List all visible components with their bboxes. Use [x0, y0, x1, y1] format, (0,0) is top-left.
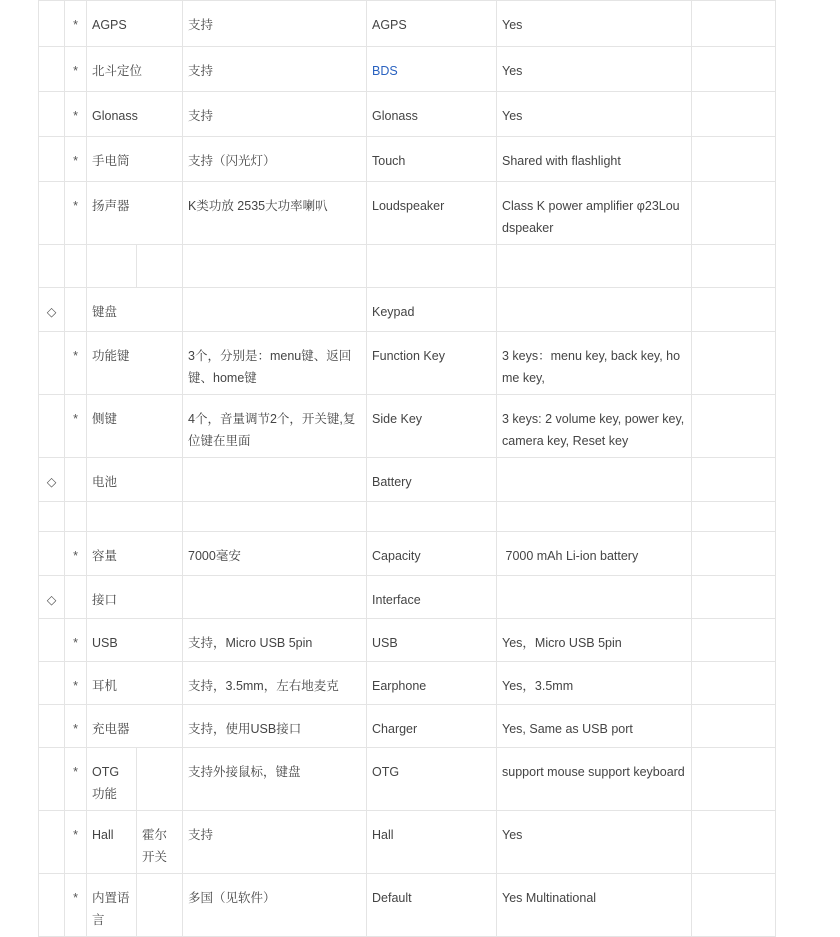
zh-spec-value: 支持: [183, 47, 367, 92]
zh-spec-value: 支持，Micro USB 5pin: [183, 619, 367, 662]
zh-spec-name: 容量: [87, 532, 183, 576]
extra-cell: [692, 395, 776, 458]
empty-cell: [65, 576, 87, 619]
section-zh-name: 键盘: [87, 288, 183, 332]
table-row: [39, 1, 776, 47]
row-symbol: *: [65, 662, 87, 705]
zh-spec-value: 支持，使用USB接口: [183, 705, 367, 748]
en-spec-name: Side Key: [367, 395, 497, 458]
indent-cell: [39, 395, 65, 458]
en-spec-value: support mouse support keyboard: [497, 748, 692, 811]
row-symbol: *: [65, 619, 87, 662]
indent-cell: [39, 662, 65, 705]
section-en-name: Keypad: [367, 288, 497, 332]
extra-cell: [692, 576, 776, 619]
table-row: [39, 395, 776, 458]
extra-cell: [692, 811, 776, 874]
extra-cell: [692, 458, 776, 502]
empty-cell: [183, 245, 367, 288]
zh-spec-name: OTG功能: [87, 748, 137, 811]
en-spec-value: Yes Multinational: [497, 874, 692, 937]
zh-spec-value: 支持（闪光灯）: [183, 137, 367, 182]
zh-spec-value: 支持: [183, 1, 367, 47]
extra-cell: [692, 874, 776, 937]
en-spec-value: 7000 mAh Li-ion battery: [497, 532, 692, 576]
en-spec-value: Shared with flashlight: [497, 137, 692, 182]
indent-cell: [39, 92, 65, 137]
zh-spec-name: Hall: [87, 811, 137, 874]
row-symbol: *: [65, 874, 87, 937]
empty-cell: [367, 245, 497, 288]
en-spec-name: Hall: [367, 811, 497, 874]
zh-spec-name: USB: [87, 619, 183, 662]
zh-spec-value: 支持外接鼠标，键盘: [183, 748, 367, 811]
en-spec-value: Yes，3.5mm: [497, 662, 692, 705]
en-spec-value: Yes，Micro USB 5pin: [497, 619, 692, 662]
zh-spec-name: 耳机: [87, 662, 183, 705]
en-spec-name: Default: [367, 874, 497, 937]
zh-spec-name: 北斗定位: [87, 47, 183, 92]
empty-cell: [497, 502, 692, 532]
table-row: [39, 811, 776, 874]
en-spec-name: Capacity: [367, 532, 497, 576]
zh-spec-value: 支持: [183, 811, 367, 874]
extra-cell: [692, 332, 776, 395]
en-spec-value: Class K power amplifier φ23Loudspeaker: [497, 182, 692, 245]
indent-cell: [39, 532, 65, 576]
extra-cell: [692, 182, 776, 245]
section-symbol: ◇: [39, 576, 65, 619]
empty-cell: [183, 502, 367, 532]
zh-spec-name: 侧键: [87, 395, 183, 458]
indent-cell: [39, 811, 65, 874]
en-spec-name: Touch: [367, 137, 497, 182]
zh-spec-name: 扬声器: [87, 182, 183, 245]
table-row: [39, 92, 776, 137]
zh-spec-value: K类功放 2535大功率喇叭: [183, 182, 367, 245]
row-symbol: *: [65, 395, 87, 458]
zh-spec-value: 7000毫安: [183, 532, 367, 576]
spec-table-bottom-section: [38, 531, 775, 927]
table-row: [39, 182, 776, 245]
extra-cell: [692, 502, 776, 532]
zh-spec-subname: [137, 874, 183, 937]
table-row: [39, 619, 776, 662]
row-symbol: *: [65, 182, 87, 245]
table-row-cut: [39, 502, 776, 532]
en-spec-name: USB: [367, 619, 497, 662]
indent-cell: [39, 137, 65, 182]
zh-spec-value: 支持: [183, 92, 367, 137]
en-spec-value: 3 keys: 2 volume key, power key, camera key, Reset key: [497, 395, 692, 458]
extra-cell: [692, 748, 776, 811]
extra-cell: [692, 1, 776, 47]
table-section-row: [39, 288, 776, 332]
extra-cell: [692, 245, 776, 288]
indent-cell: [39, 332, 65, 395]
extra-cell: [692, 288, 776, 332]
en-spec-name-link[interactable]: BDS: [367, 47, 497, 92]
section-symbol: ◇: [39, 288, 65, 332]
empty-cell: [367, 502, 497, 532]
row-symbol: *: [65, 705, 87, 748]
table-row: [39, 874, 776, 937]
extra-cell: [692, 705, 776, 748]
row-symbol: *: [65, 748, 87, 811]
en-spec-value: [497, 458, 692, 502]
en-spec-value: Yes: [497, 92, 692, 137]
empty-cell: [65, 288, 87, 332]
table-row: [39, 705, 776, 748]
indent-cell: [39, 619, 65, 662]
en-spec-value: Yes, Same as USB port: [497, 705, 692, 748]
empty-cell: [497, 245, 692, 288]
en-spec-name: OTG: [367, 748, 497, 811]
indent-cell: [39, 47, 65, 92]
en-spec-value: [497, 576, 692, 619]
en-spec-value: 3 keys：menu key, back key, home key,: [497, 332, 692, 395]
zh-spec-value: 3个，分别是：menu键、返回键、home键: [183, 332, 367, 395]
zh-spec-subname: [137, 748, 183, 811]
en-spec-name: Function Key: [367, 332, 497, 395]
table-row-empty: [39, 245, 776, 288]
row-symbol: *: [65, 137, 87, 182]
table-row: [39, 662, 776, 705]
empty-cell: [87, 502, 183, 532]
extra-cell: [692, 662, 776, 705]
en-spec-value: [497, 288, 692, 332]
empty-cell: [137, 245, 183, 288]
en-spec-value: Yes: [497, 47, 692, 92]
table-row: [39, 748, 776, 811]
en-spec-name: Charger: [367, 705, 497, 748]
extra-cell: [692, 137, 776, 182]
table-section-row: [39, 576, 776, 619]
zh-spec-name: Glonass: [87, 92, 183, 137]
en-spec-value: Yes: [497, 811, 692, 874]
zh-spec-value: [183, 458, 367, 502]
indent-cell: [39, 1, 65, 47]
section-en-name: Interface: [367, 576, 497, 619]
en-spec-value: Yes: [497, 1, 692, 47]
zh-spec-value: 多国（见软件）: [183, 874, 367, 937]
empty-cell: [65, 458, 87, 502]
table-row: [39, 47, 776, 92]
indent-cell: [39, 502, 65, 532]
row-symbol: *: [65, 811, 87, 874]
indent-cell: [39, 874, 65, 937]
zh-spec-name: 内置语言: [87, 874, 137, 937]
zh-spec-value: [183, 576, 367, 619]
extra-cell: [692, 47, 776, 92]
table-row: [39, 332, 776, 395]
zh-spec-name: 功能键: [87, 332, 183, 395]
section-symbol: ◇: [39, 458, 65, 502]
zh-spec-name: 手电筒: [87, 137, 183, 182]
en-spec-name: AGPS: [367, 1, 497, 47]
zh-spec-name: 充电器: [87, 705, 183, 748]
section-zh-name: 电池: [87, 458, 183, 502]
extra-cell: [692, 92, 776, 137]
indent-cell: [39, 705, 65, 748]
empty-cell: [65, 502, 87, 532]
zh-spec-value: 4个，音量调节2个，开关键,复位键在里面: [183, 395, 367, 458]
zh-spec-subname: 霍尔开关: [137, 811, 183, 874]
section-en-name: Battery: [367, 458, 497, 502]
indent-cell: [39, 748, 65, 811]
row-symbol: *: [65, 332, 87, 395]
table-section-row: [39, 458, 776, 502]
empty-cell: [65, 245, 87, 288]
zh-spec-value: 支持，3.5mm，左右地麦克: [183, 662, 367, 705]
en-spec-name: Earphone: [367, 662, 497, 705]
row-symbol: *: [65, 92, 87, 137]
table-row: [39, 137, 776, 182]
spec-table-bottom: [38, 531, 776, 937]
spec-table-top: [38, 0, 776, 532]
indent-cell: [39, 245, 65, 288]
row-symbol: *: [65, 47, 87, 92]
zh-spec-name: AGPS: [87, 1, 183, 47]
en-spec-name: Loudspeaker: [367, 182, 497, 245]
extra-cell: [692, 532, 776, 576]
row-symbol: *: [65, 532, 87, 576]
empty-cell: [87, 245, 137, 288]
indent-cell: [39, 182, 65, 245]
spec-table-top-section: [38, 0, 775, 508]
zh-spec-value: [183, 288, 367, 332]
en-spec-name: Glonass: [367, 92, 497, 137]
extra-cell: [692, 619, 776, 662]
table-row: [39, 532, 776, 576]
section-zh-name: 接口: [87, 576, 183, 619]
row-symbol: *: [65, 1, 87, 47]
